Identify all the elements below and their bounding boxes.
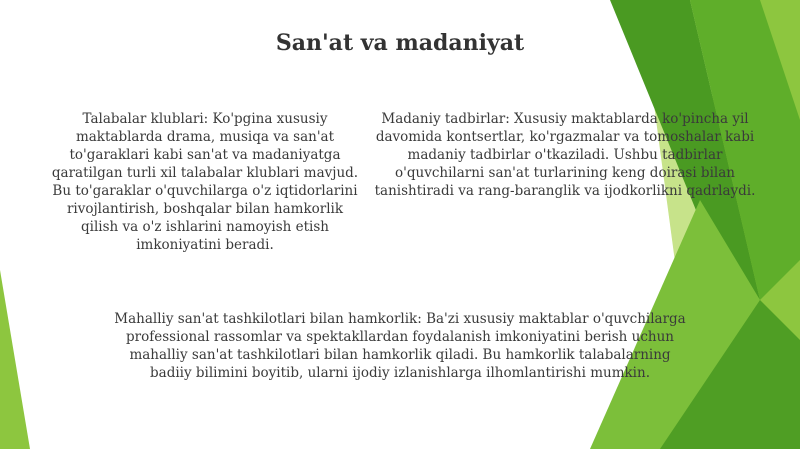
events-paragraph: Madaniy tadbirlar: Xususiy maktablarda ko'pincha yil davomida kontsertlar, ko'rgazmalar va tomoshalar kabi madaniy tadbirlar o'tkaziladi. Ushbu tadbirlar o'quvchilarni san'at turlarining keng doirasi bilan tanishtiradi va rang-baranglik va ijodkorlikni qadrlaydi. (374, 111, 756, 199)
clubs-paragraph: Talabalar klublari: Ko'pgina xususiy maktablarda drama, musiqa va san'at to'garaklari kabi san'at va madaniyatga qaratilgan turli xil talabalar klublari mavjud. Bu to'garaklar o'quvchilarga o'z iqtidorlarini rivojlantirish, boshqalar bilan hamkorlik qilish va o'z ishlarini namoyish etish imkoniyatini beradi. (51, 111, 359, 253)
left-accent-shape (0, 270, 30, 449)
slide-title: San'at va madaniyat (275, 30, 525, 56)
partnership-paragraph: Mahalliy san'at tashkilotlari bilan hamkorlik: Ba'zi xususiy maktablar o'quvchilarga professional rassomlar va spektakllardan foydalanish imkoniyatini berish uchun mahalliy san'at tashkilotlari bilan hamkorlik qiladi. Bu hamkorlik talabalarning badiiy bilimini boyitib, ularni ijodiy izlanishlarga ilhomlantirishi mumkin. (114, 311, 686, 381)
